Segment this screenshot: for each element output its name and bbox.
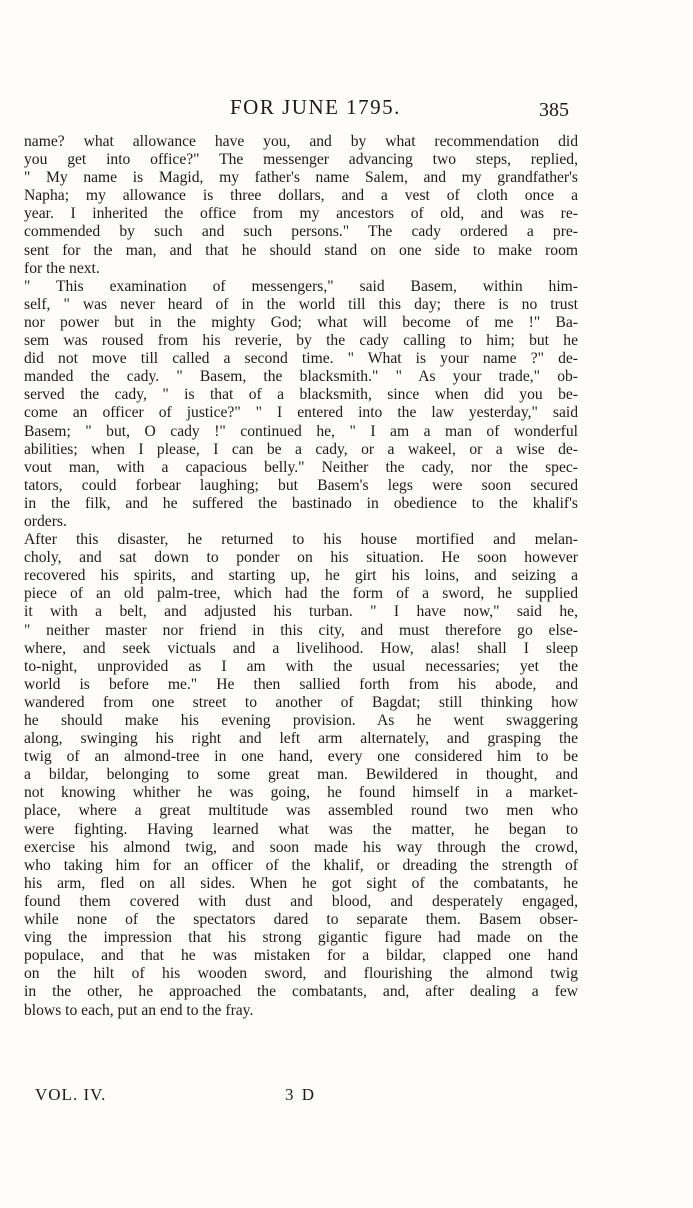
text-line: commended by such and such persons." The cady ordered a pre- — [24, 223, 578, 241]
text-line: self, " was never heard of in the world till this day; there is no trust — [24, 295, 578, 313]
text-line: found them covered with dust and blood, and desperately engaged, — [24, 892, 578, 910]
text-line: for the next. — [24, 259, 100, 277]
text-line: ving the impression that his strong gigantic figure had made on the — [24, 929, 578, 947]
text-line: orders. — [24, 512, 67, 530]
text-line: abilities; when I please, I can be a cady, or a wakeel, or a wise de- — [24, 440, 578, 458]
text-line: " This examination of messengers," said Basem, within him- — [24, 277, 578, 295]
text-line: in the filk, and he suffered the bastinado in obedience to the khalif's — [24, 494, 578, 512]
text-line: not knowing whither he was going, he found himself in a market- — [24, 784, 578, 802]
text-line: along, swinging his right and left arm alternately, and grasping the — [24, 730, 578, 748]
text-line: world is before me." He then sallied forth from his abode, and — [24, 675, 578, 693]
text-line: were fighting. Having learned what was the matter, he began to — [24, 820, 578, 838]
text-line: his arm, fled on all sides. When he got sight of the combatants, he — [24, 874, 578, 892]
text-line: did not move till called a second time. " What is your name ?" de- — [24, 350, 578, 368]
text-line: " neither master nor friend in this city, and must therefore go else- — [24, 621, 578, 639]
text-line: exercise his almond twig, and soon made his way through the crowd, — [24, 838, 578, 856]
text-line: come an officer of justice?" " I entered into the law yesterday," said — [24, 404, 578, 422]
page-number: 385 — [539, 99, 569, 121]
text-line: " My name is Magid, my father's name Salem, and my grandfather's — [24, 169, 578, 187]
text-line: name? what allowance have you, and by what recommendation did — [24, 133, 578, 150]
text-line: on the hilt of his wooden sword, and flourishing the almond twig — [24, 965, 578, 983]
text-line: recovered his spirits, and starting up, he girt his loins, and seizing a — [24, 567, 578, 585]
text-line: tators, could forbear laughing; but Basem's legs were soon secured — [24, 476, 578, 494]
text-line: where, and seek victuals and a livelihood. How, alas! shall I sleep — [24, 639, 578, 657]
text-line: Basem; " but, O cady !" continued he, " I am a man of wonderful — [24, 422, 578, 440]
page-footer — [0, 1085, 693, 1115]
running-title: FOR JUNE 1795. — [230, 95, 401, 119]
text-line: Napha; my allowance is three dollars, and a vest of cloth once a — [24, 187, 578, 205]
text-line: vout man, with a capacious belly." Neither the cady, nor the spec- — [24, 458, 578, 476]
text-line: he should make his evening provision. As he went swaggering — [24, 712, 578, 729]
text-line: in the other, he approached the combatants, and, after dealing a few — [24, 983, 578, 1001]
text-line: to-night, unprovided as I am with the usual necessaries; yet the — [24, 657, 578, 675]
volume-number: VOL. IV. — [35, 1085, 107, 1104]
text-line: served the cady, " is that of a blacksmith, since when did you be- — [24, 386, 578, 404]
text-line: wandered from one street to another of Bagdat; still thinking how — [24, 693, 578, 711]
text-line: a bildar, belonging to some great man. Bewildered in thought, and — [24, 766, 578, 784]
text-line: it with a belt, and adjusted his turban. " I have now," said he, — [24, 603, 578, 621]
text-line: blows to each, put an end to the fray. — [24, 1001, 254, 1019]
text-line: nor power but in the mighty God; what will become of me !" Ba- — [24, 313, 578, 331]
page-header — [0, 93, 693, 127]
body-text — [24, 133, 578, 1020]
text-line: piece of an old palm-tree, which had the form of a sword, he supplied — [24, 585, 578, 603]
text-line: place, where a great multitude was assembled round two men who — [24, 802, 578, 820]
text-line: who taking him for an officer of the khalif, or dreading the strength of — [24, 856, 578, 874]
printer-signature: 3 D — [285, 1085, 317, 1104]
text-line: while none of the spectators dared to separate them. Basem obser- — [24, 911, 578, 929]
text-line: sem was roused from his reverie, by the cady calling to him; but he — [24, 332, 578, 350]
text-line: populace, and that he was mistaken for a bildar, clapped one hand — [24, 947, 578, 965]
text-line: After this disaster, he returned to his house mortified and melan- — [24, 531, 578, 549]
text-line: you get into office?" The messenger advancing two steps, replied, — [24, 151, 578, 169]
text-line: manded the cady. " Basem, the blacksmith." " As your trade," ob- — [24, 368, 578, 386]
text-line: choly, and sat down to ponder on his situation. He soon however — [24, 549, 578, 567]
text-line: twig of an almond-tree in one hand, every one considered him to be — [24, 748, 578, 766]
text-line: sent for the man, and that he should stand on one side to make room — [24, 241, 578, 259]
text-line: year. I inherited the office from my ancestors of old, and was re- — [24, 205, 578, 223]
